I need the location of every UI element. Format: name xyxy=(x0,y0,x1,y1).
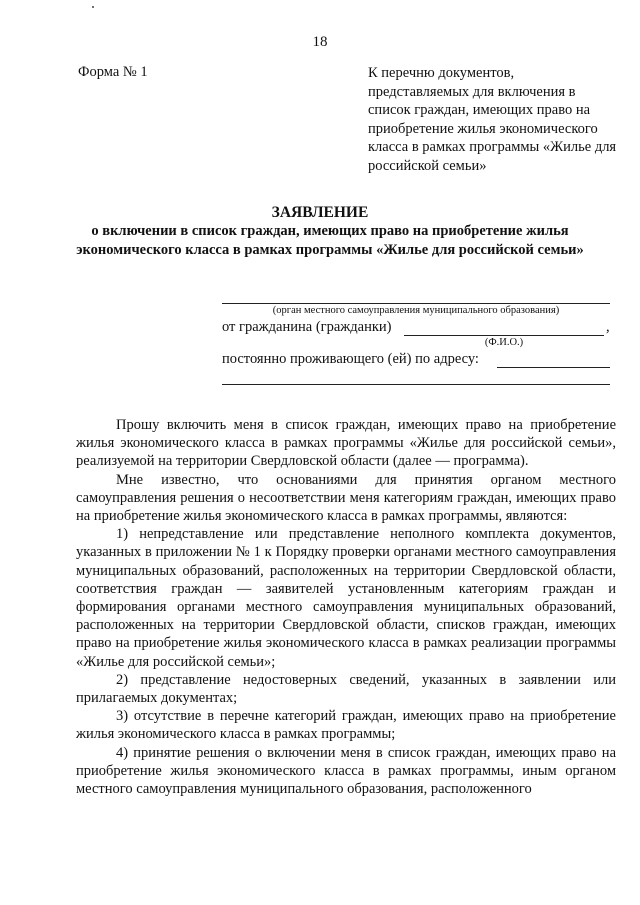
organ-name-line[interactable] xyxy=(222,303,610,304)
request-paragraph: Прошу включить меня в список граждан, имеющих право на приобретение жилья экономического класса в рамках программы «Жилье для российской семьи», реализуемой на территории Свердловской области (далее — программа). xyxy=(76,417,616,470)
scan-speck xyxy=(92,6,94,8)
from-label: от гражданина (гражданки) xyxy=(222,319,392,335)
ground-item-1: 1) непредставление или представление неполного комплекта документов, указанных в приложении № 1 к Порядку проверки органами местного самоуправления муниципальных образований, расположенных на территории Свердловской области, соответствия граждан — заявителей установленным категориям граждан и формирования органами местного самоуправления муниципальных образований, расположенных на территории Свердловской области, списков граждан, имеющих право на приобретение жилья экономического класса в рамках реализации программы «Жилье для российской семьи»; xyxy=(76,526,616,670)
organ-caption: (орган местного самоуправления муниципального образования) xyxy=(272,305,560,316)
page-number: 18 xyxy=(312,34,328,50)
ground-item-2: 2) представление недостоверных сведений, указанных в заявлении или прилагаемых документах; xyxy=(76,671,616,707)
document-subtitle: о включении в список граждан, имеющих право на приобретение жилья экономического класса в рамках программы «Жилье для российской семьи» xyxy=(76,223,584,258)
address-line-1[interactable] xyxy=(497,367,610,368)
ground-item-4: 4) принятие решения о включении меня в список граждан, имеющих право на приобретение жилья экономического класса в рамках программы, иным органом местного самоуправления муниципального образования, расположенного xyxy=(76,744,616,798)
address-label: постоянно проживающего (ей) по адресу: xyxy=(222,351,479,367)
form-label: Форма № 1 xyxy=(78,64,148,80)
fio-line[interactable] xyxy=(404,335,604,336)
ground-item-3: 3) отсутствие в перечне категорий граждан, имеющих право на приобретение жилья экономического класса в рамках программы; xyxy=(76,708,616,743)
grounds-intro-paragraph: Мне известно, что основаниями для принятия органом местного самоуправления решения о несоответствии меня категориям граждан, имеющих право на приобретение жилья экономического класса в рамках программы, являются: xyxy=(76,471,616,525)
header-note: К перечню документов, представляемых для включения в список граждан, имеющих право на приобретение жилья экономического класса в рамках программы «Жилье для российской семьи» xyxy=(368,65,617,174)
fio-comma: , xyxy=(606,319,610,335)
document-title: ЗАЯВЛЕНИЕ xyxy=(271,204,369,221)
application-body xyxy=(76,416,616,798)
address-line-2[interactable] xyxy=(222,384,610,385)
fio-caption: (Ф.И.О.) xyxy=(484,337,524,348)
